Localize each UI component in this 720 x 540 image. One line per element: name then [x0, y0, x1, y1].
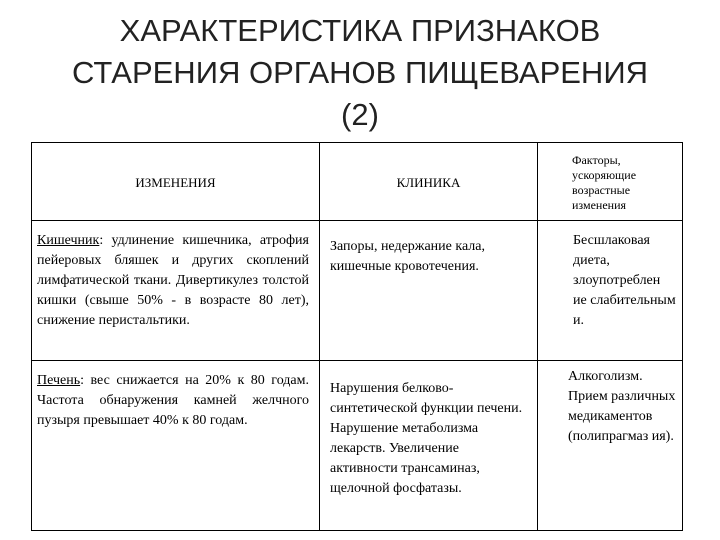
header-clinic: КЛИНИКА [320, 143, 538, 221]
organ-name: Печень [37, 373, 81, 388]
row-liver-clinic: Нарушения белково-синтетической функции печени. Нарушение метаболизма лекарств. Увеличение активности трансаминаз, щелочной фосфатазы. [320, 361, 538, 531]
title-line-3: (2) [341, 97, 379, 132]
row-liver-factors: Алкоголизм. Прием различных медикаментов (полипрагмаз ия). [538, 361, 683, 531]
row-intestine-changes [32, 221, 320, 361]
row-intestine-factors: Бесшлаковая диета, злоупотреблен ие слабительным и. [538, 221, 683, 361]
header-changes: ИЗМЕНЕНИЯ [32, 143, 320, 221]
changes-text: : вес снижается на 20% к 80 годам. Частота обнаружения камней желчного пузыря превышает 40% к 80 годам. [37, 373, 309, 428]
title-line-1: ХАРАКТЕРИСТИКА ПРИЗНАКОВ [119, 13, 601, 48]
organ-name: Кишечник [37, 233, 100, 248]
row-liver-changes [32, 361, 320, 531]
changes-text: : удлинение кишечника, атрофия пейеровых бляшек и других скоплений лимфатической ткани. Дивертикулез толстой кишки (свыше 50% - в возрасте 80 лет), снижение перистальтики. [37, 233, 309, 328]
row-intestine-clinic: Запоры, недержание кала, кишечные кровотечения. [320, 221, 538, 361]
table-row [32, 361, 683, 531]
table-row [32, 221, 683, 361]
aging-signs-table [31, 142, 683, 531]
slide-title [40, 10, 680, 136]
header-factors: Факторы, ускоряющие возрастные изменения [538, 143, 683, 221]
table-header-row [32, 143, 683, 221]
title-line-2: СТАРЕНИЯ ОРГАНОВ ПИЩЕВАРЕНИЯ [72, 55, 648, 90]
